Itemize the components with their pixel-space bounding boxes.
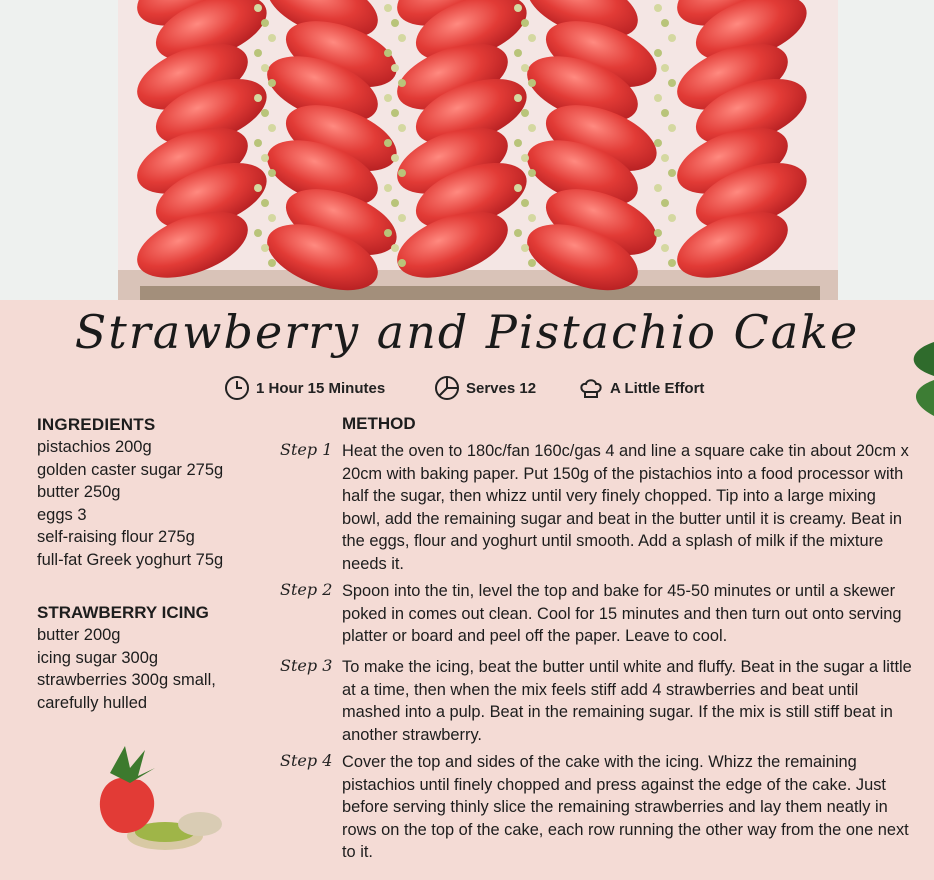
pistachio-crumb (384, 139, 392, 147)
pistachio-crumb (528, 79, 536, 87)
step-text: Cover the top and sides of the cake with the icing. Whizz the remaining pistachios until finely chopped and press against the edge of the cake. Just before serving thinly slice the remaining strawberries and lay them neatly in rows on the top of the cake, each row running the other way from the one next to it. (342, 753, 909, 861)
pistachio-crumb (668, 214, 676, 222)
pistachio-crumb (391, 199, 399, 207)
pistachio-crumb (654, 184, 662, 192)
list-item: strawberries 300g small, (37, 671, 216, 689)
chef-hat-icon (578, 375, 604, 401)
pistachio-crumb (261, 109, 269, 117)
step-text: Spoon into the tin, level the top and bake for 45-50 minutes or until a skewer poked in comes out clean. Cool for 15 minutes and then turn out onto serving platter or board and peel off the paper. Leave to cool. (342, 582, 902, 645)
step-text: To make the icing, beat the butter until white and fluffy. Beat in the sugar a little at a time, then when the mix feels stiff add 4 strawberries and beat until mashed into a pulp. Beat in the remaining sugar. If the mix is still stiff beat in another strawberry. (342, 658, 912, 744)
pistachio-crumb (268, 34, 276, 42)
pistachio-crumb (398, 124, 406, 132)
pistachio-crumb (398, 169, 406, 177)
ingredients-section (37, 414, 287, 571)
pistachio-crumb (261, 199, 269, 207)
strawberry-pistachio-illustration (70, 738, 230, 860)
pistachio-crumb (398, 79, 406, 87)
list-item: butter 250g (37, 483, 121, 501)
pistachio-crumb (654, 49, 662, 57)
recipe-title: Strawberry and Pistachio Cake (74, 305, 860, 359)
list-item: eggs 3 (37, 505, 87, 524)
pistachio-crumb (661, 64, 669, 72)
pistachio-crumb (391, 109, 399, 117)
pistachio-crumb (661, 244, 669, 252)
pistachio-crumb (398, 259, 406, 267)
pistachio-crumb (661, 154, 669, 162)
ingredients-heading: INGREDIENTS (37, 415, 156, 434)
list-item: self-raising flour 275g (37, 528, 195, 546)
list-item: pistachios 200g (37, 438, 152, 456)
step-label: Step 1 (280, 440, 333, 459)
pistachio-crumb (528, 259, 536, 267)
pistachio-crumb (391, 64, 399, 72)
list-item: butter 200g (37, 626, 121, 644)
pistachio-crumb (384, 49, 392, 57)
pistachio-crumb (661, 109, 669, 117)
effort-info (578, 375, 704, 401)
pistachio-crumb (268, 79, 276, 87)
pistachio-crumb (528, 34, 536, 42)
pistachio-crumb (261, 154, 269, 162)
pistachio-crumb (521, 244, 529, 252)
pistachio-crumb (661, 199, 669, 207)
time-label: 1 Hour 15 Minutes (256, 379, 386, 397)
pistachio-crumb (521, 199, 529, 207)
pistachio-crumb (261, 19, 269, 27)
method-heading: METHOD (342, 414, 416, 433)
pistachio-crumb (654, 94, 662, 102)
pistachio-crumb (261, 244, 269, 252)
pistachio-crumb (398, 34, 406, 42)
ingredients-list (37, 436, 287, 571)
pistachio-crumb (521, 19, 529, 27)
recipe-meta (0, 375, 934, 403)
pistachio-crumb (668, 79, 676, 87)
pistachio-crumb (514, 94, 522, 102)
pistachio-crumb (514, 229, 522, 237)
pistachio-crumb (384, 184, 392, 192)
icing-list (37, 624, 287, 714)
serves-label: Serves 12 (466, 379, 537, 397)
pistachio-crumb (514, 4, 522, 12)
step-label: Step 4 (280, 751, 333, 770)
icing-heading: STRAWBERRY ICING (37, 603, 209, 622)
cake-illustration (0, 0, 934, 300)
pistachio-crumb (254, 229, 262, 237)
effort-label: A Little Effort (610, 379, 705, 397)
pistachio-crumb (254, 4, 262, 12)
step-label: Step 2 (280, 580, 333, 599)
pistachio-crumb (521, 64, 529, 72)
pistachio-crumb (654, 4, 662, 12)
pistachio-crumb (514, 184, 522, 192)
clock-icon (224, 375, 250, 401)
pistachio-crumb (661, 19, 669, 27)
pistachio-crumb (261, 64, 269, 72)
pistachio-crumb (391, 154, 399, 162)
list-item: icing sugar 300g (37, 648, 159, 667)
pistachio-crumb (391, 19, 399, 27)
pistachio-crumb (514, 139, 522, 147)
pistachio-crumb (268, 124, 276, 132)
pistachio-crumb (254, 184, 262, 192)
pistachio-crumb (384, 94, 392, 102)
leaf-decoration (900, 336, 934, 422)
pistachio-crumb (521, 154, 529, 162)
pistachio-crumb (668, 34, 676, 42)
pistachio-crumb (268, 169, 276, 177)
serves-info (434, 375, 536, 401)
pistachio-crumb (668, 169, 676, 177)
pistachio-crumb (384, 4, 392, 12)
pistachio-crumb (254, 139, 262, 147)
cake-photo (0, 0, 934, 300)
pistachio-crumb (654, 139, 662, 147)
pistachio-crumb (654, 229, 662, 237)
pistachio-crumb (514, 49, 522, 57)
pie-icon (434, 375, 460, 401)
pistachio-crumb (528, 214, 536, 222)
pistachio-crumb (521, 109, 529, 117)
list-item: golden caster sugar 275g (37, 460, 224, 479)
pistachio-crumb (528, 124, 536, 132)
pistachio-crumb (254, 49, 262, 57)
pistachio-crumb (384, 229, 392, 237)
step-text: Heat the oven to 180c/fan 160c/gas 4 and line a square cake tin about 20cm x 20cm with baking paper. Put 150g of the pistachios into a food processor with half the sugar, then whizz until very finely chopped. Tip into a large mixing bowl, add the remaining sugar and beat in the butter until it is creamy. Beat in the eggs, flour and yoghurt until smooth. Add a splash of milk if the mixture needs it. (342, 442, 909, 573)
time-info (224, 375, 385, 401)
step-label: Step 3 (280, 656, 333, 675)
pistachio-crumb (398, 214, 406, 222)
pistachio-crumb (268, 259, 276, 267)
list-item: carefully hulled (37, 693, 148, 712)
pistachio-crumb (668, 124, 676, 132)
pistachio-crumb (254, 94, 262, 102)
pistachio-crumb (528, 169, 536, 177)
list-item: full-fat Greek yoghurt 75g (37, 550, 224, 569)
pistachio-crumb (668, 259, 676, 267)
icing-section (37, 602, 287, 714)
pistachio-crumb (268, 214, 276, 222)
pistachio-crumb (391, 244, 399, 252)
